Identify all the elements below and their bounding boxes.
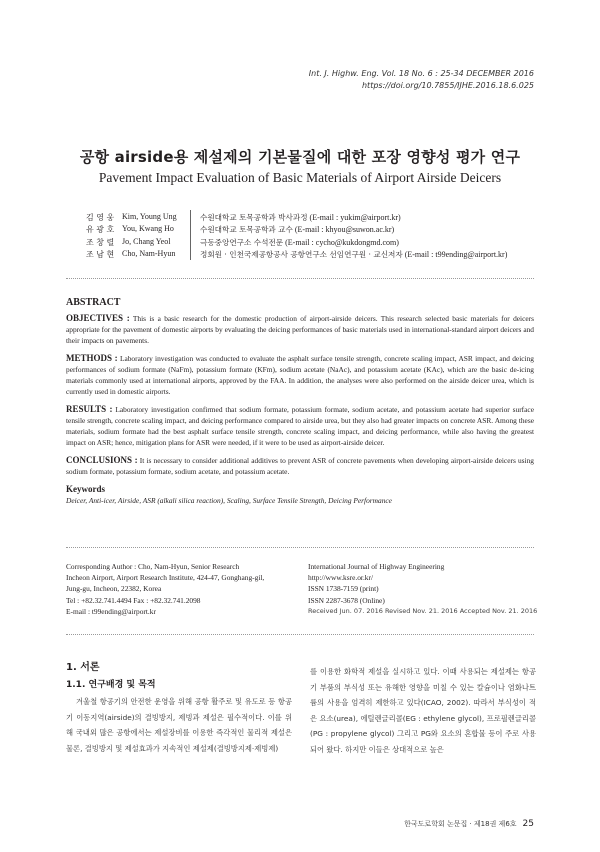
title-english: Pavement Impact Evaluation of Basic Materials of Airport Airside Deicers (98, 170, 502, 185)
corresponding-line: E-mail : t99ending@airport.kr (66, 606, 156, 616)
received-dates: Received Jun. 07. 2016 Revised Nov. 21. 2016 Accepted Nov. 21. 2016 (308, 606, 538, 615)
author-name-en: Jo, Chang Yeol (122, 236, 171, 246)
objectives-text: This is a basic research for the domestic production of airport-airside deicers. This research selected basic materials for deicers appropriate for the pavement of domestic airports by evaluating the deicing performances of basic materials used in international-standard airport deicers and their impacts on pavements. (66, 314, 534, 345)
objectives-label: OBJECTIVES : (66, 313, 130, 323)
methods-text: Laboratory investigation was conducted to evaluate the asphalt surface tensile strength, concrete scaling impact, ASR impact, and deicing performances of sodium formate (NaFm), potassium formate (KFm), sodium acetate (NaAc), and potassium acetate (KAc), which are the basic de-icing materials commonly used at international airports, approved by the FAA. In addition, the analyses were also performed on the airside deicer urea, which is currently used in domestic airports. (66, 354, 534, 396)
author-affiliation (200, 237, 399, 248)
body-left-column (66, 658, 292, 756)
abstract-heading: ABSTRACT (66, 297, 121, 308)
corresponding-line: Jung-gu, Incheon, 22382, Korea (66, 584, 162, 594)
subsection-heading: 1.1. 연구배경 및 목적 (66, 680, 156, 690)
author-affiliation (200, 249, 507, 260)
journal-citation: Int. J. Highw. Eng. Vol. 18 No. 6 : 25-34 DECEMBER 2016 (308, 69, 534, 78)
journal-info-line: International Journal of Highway Engineering (308, 562, 445, 571)
abstract-objectives (66, 313, 534, 346)
section-heading: 1. 서론 (66, 662, 100, 673)
divider-dotted (66, 634, 534, 635)
affiliation-email: (E-mail : khyou@suwon.ac.kr) (292, 225, 395, 235)
divider-dotted (66, 278, 534, 279)
affiliation-email: (E-mail : yukim@airport.kr) (307, 213, 401, 222)
journal-info-line: ISSN 2287-3678 (Online) (308, 595, 385, 605)
affiliation-ko: 수원대학교 토목공학과 박사과정 (200, 213, 308, 222)
author-name-ko: 유 광 호 (86, 225, 115, 235)
affiliation-ko: 수원대학교 토목공학과 교수 (200, 225, 293, 235)
author-affiliation (200, 212, 401, 223)
journal-info-block (308, 561, 538, 617)
results-label: RESULTS : (66, 404, 113, 414)
keywords-heading: Keywords (66, 484, 105, 494)
affiliation-ko: 정회원 · 인천국제공항공사 공항연구소 선임연구원 · 교신저자 (200, 250, 403, 260)
author-name-ko: 김 영 웅 (86, 213, 115, 222)
author-name-en: You, Kwang Ho (122, 224, 174, 234)
methods-label: METHODS : (66, 353, 118, 363)
author-name-ko: 조 창 렬 (86, 237, 115, 247)
abstract-results (66, 404, 534, 448)
abstract-conclusions (66, 455, 534, 477)
corresponding-line: Corresponding Author : Cho, Nam-Hyun, Senior Research (66, 562, 240, 571)
corresponding-line: Incheon Airport, Airport Research Institute, 424-47, Gonghang-gil, (66, 573, 265, 583)
body-right-column (310, 664, 536, 757)
keywords-text: Deicer, Anti-icer, Airside, ASR (alkali silica reaction), Scaling, Surface Tensile Strength, Deicing Performance (66, 496, 392, 505)
conclusions-label: CONCLUSIONS : (66, 455, 138, 465)
abstract-block (66, 297, 534, 506)
conclusions-text: It is necessary to consider additional additives to prevent ASR of concrete pavements when developing airport-airside deicers using sodium formate, potassium formate, sodium acetate, and potassium acetate. (66, 456, 534, 476)
affiliation-email: (E-mail : t99ending@airport.kr) (402, 250, 508, 260)
corresponding-author-block (66, 561, 306, 617)
divider-dotted (66, 547, 534, 548)
page-footer (404, 819, 534, 829)
body-paragraph: 를 이용한 화학적 제설을 실시하고 있다. 이때 사용되는 제설제는 항공기 부품의 부식성 또는 유해한 영향을 미칠 수 있는 칼슘이나 염화나트륨의 사용을 엄격히 제한하고 있다(ICAO, 2002). 따라서 부식성이 적은 요소(urea), 에틸렌글리콜(EG : ethylene glycol), 프로필렌글리콜(PG : propylene glycol) 그리고 PG와 요소의 혼합물 등이 주로 사용되어 왔다. 하지만 이들은 상대적으로 높은 (310, 667, 536, 754)
author-affiliation (200, 224, 394, 235)
corresponding-line: Tel : +82.32.741.4494 Fax : +82.32.741.2098 (66, 595, 201, 605)
author-name-ko: 조 남 현 (86, 250, 115, 260)
author-divider (190, 222, 191, 235)
results-text: Laboratory investigation confirmed that sodium formate, potassium formate, sodium acetate, and potassium acetate had superior surface tensile strength, concrete scaling impact, and deicing performance compared to airside urea, but they also had greater impacts on concrete ASR. Among these materials, sodium formate had the best asphalt surface tensile strength, concrete scaling impact, and deicing performance, while also having the greatest impact on ASR; hence, mitigation plans for ASR were needed, if it were to be used as airport-airside deicer. (66, 405, 534, 447)
doi-link[interactable]: https://doi.org/10.7855/IJHE.2016.18.6.025 (361, 81, 534, 90)
affiliation-ko: 극동중앙연구소 수석전문 (200, 237, 284, 247)
body-paragraph: 겨울철 항공기의 안전한 운영을 위해 공항 활주로 및 유도로 등 항공기 이동지역(airside)의 결빙방지, 제빙과 제설은 필수적이다. 이를 위해 국내외 많은 공항에서는 제설장비를 이용한 즉각적인 물리적 제설은 물론, 결빙방지 및 제설효과가 지속적인 제설제(결빙방지제·제빙제) (66, 697, 292, 753)
abstract-methods (66, 353, 534, 397)
title-korean: 공항 airside용 제설제의 기본물질에 대한 포장 영향성 평가 연구 (79, 148, 521, 166)
author-name-en: Cho, Nam-Hyun (122, 249, 176, 259)
journal-info-line: ISSN 1738-7159 (print) (308, 584, 379, 594)
author-name-en: Kim, Young Ung (122, 212, 177, 221)
page-number: 25 (522, 819, 534, 829)
author-divider (190, 247, 191, 260)
author-divider (190, 235, 191, 248)
author-divider (190, 210, 191, 223)
affiliation-email: (E-mail : cycho@kukdongmd.com) (283, 237, 399, 247)
footer-journal: 한국도로학회 논문집 · 제18권 제6호 (404, 820, 517, 828)
journal-header (309, 68, 534, 92)
journal-url[interactable]: http://www.ksre.or.kr/ (308, 573, 374, 583)
